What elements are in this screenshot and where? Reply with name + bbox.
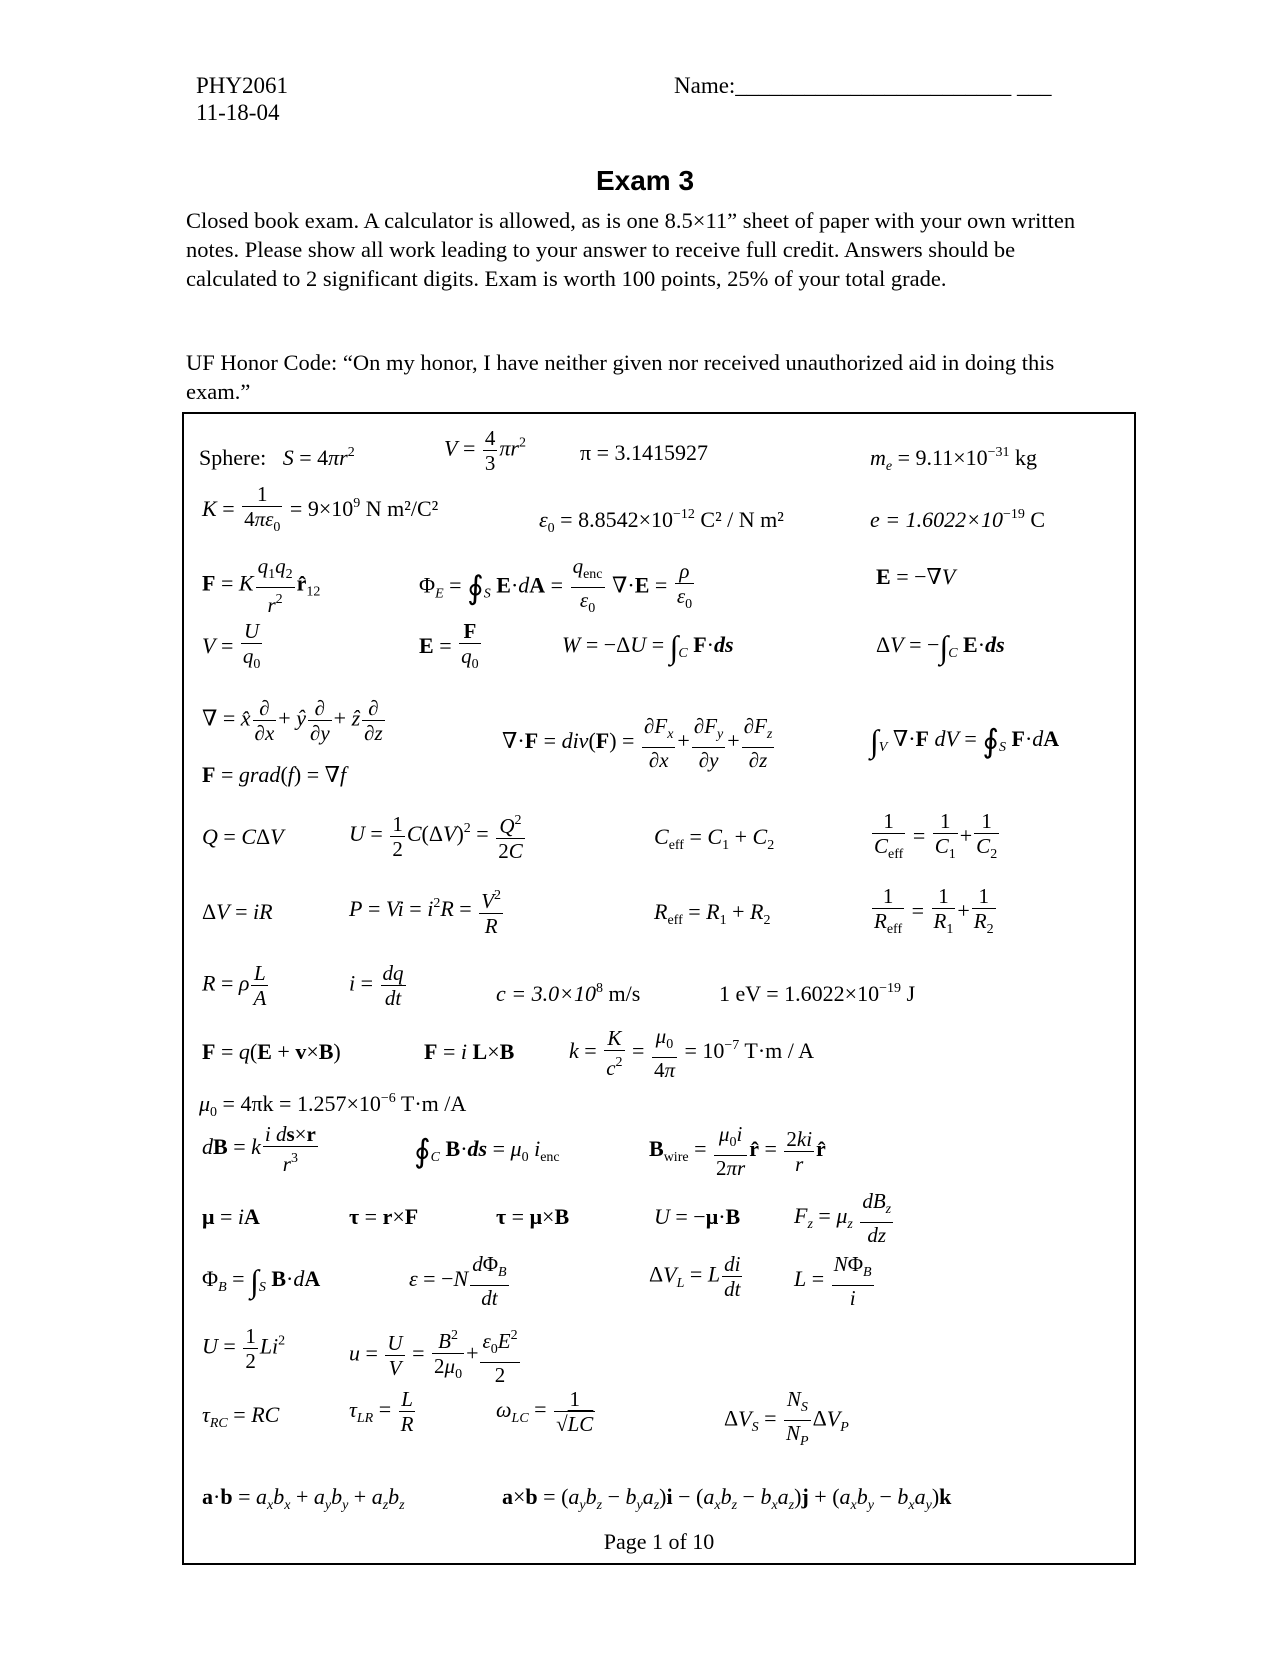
resistors-series: $R_{eff} = R_1 + R_2$ xyxy=(654,899,771,928)
page-title: Exam 3 xyxy=(595,165,695,196)
formula-sheet xyxy=(182,412,1136,1565)
mu-zero: $\mu_0 = 4\pi k = 1.257\times 10^{-6}$ T·m /A xyxy=(199,1091,467,1120)
resistivity: R = ρ $\frac{L}{A}$ xyxy=(202,961,267,1010)
electron-charge: $e = 1.6022\times 10^{-19}$ C xyxy=(870,507,1046,532)
energy-density: u = $\frac{U}{V}$ = $\frac{B^2}{2\mu_0}$ + $\frac{\varepsilon_0E^2}{2}$ xyxy=(349,1324,522,1387)
gradient: F = grad(f) = ∇f xyxy=(202,762,347,787)
exam-date: 11-18-04 xyxy=(196,100,280,125)
ampere-law: $∮_C$ $B\cdot ds = \mu_0$ $i_{enc}$ xyxy=(414,1133,560,1169)
electron-volt: 1 eV = $1.6022\times 10^{-19}$ J xyxy=(719,981,916,1006)
resistors-parallel: $\frac{1}{R_{eff}}$ = $\frac{1}{R_1}$ + $\frac{1}{R_2}$ xyxy=(874,884,994,937)
cross-product: $a\times b = (a_yb_z - b_ya_z)i - (a_xb_z - b_xa_z)j + (a_xb_y - b_xa_y)k$ xyxy=(502,1484,952,1513)
honor-code: UF Honor Code: “On my honor, I have neither given nor received unauthorized aid in doing this exam.” xyxy=(186,350,1055,404)
dipole-torque: τ = μ×B xyxy=(496,1204,570,1229)
dot-product: $a\cdot b = a_xb_x + a_yb_y + a_zb_z$ xyxy=(202,1484,405,1513)
coulomb-constant: K = $\frac{1}{4\pi\varepsilon_0}$ = $9\times 10^9$ N m²/C² xyxy=(202,482,439,535)
lc-frequency: $\omega_{LC}$ = $\frac{1}{√LC}$ xyxy=(496,1387,594,1436)
sphere-volume-formula: V = $\frac{4}{3}$ $\pi r^2$ xyxy=(444,426,526,475)
dipole-force: $F_z = \mu_z$ $\frac{dB_z}{dz}$ xyxy=(794,1189,892,1247)
inductor-voltage: $\Delta V_L = L$ $\frac{di}{dt}$ xyxy=(649,1252,741,1301)
dipole-energy: U = −μ·B xyxy=(654,1204,741,1229)
name-field[interactable]: Name:________________________ ___ xyxy=(674,73,1052,98)
epsilon-zero: $\varepsilon_0 = 8.8542\times 10^{-12}$ C² / N m² xyxy=(539,507,784,536)
gauss-law: $\Phi_E$ = $∮_S$ E·dA = $\frac{q_{enc}}{\varepsilon_0}$ ∇·E = $\frac{\rho}{\varepsilon_0}$ xyxy=(419,554,693,616)
field-gradient: E = −∇V xyxy=(876,564,956,589)
divergence: ∇·F = div(F) = $\frac{\partial F_x}{\partial x}$ + $\frac{\partial F_y}{\partial y}$ + $\frac{\partial F_z}{\partial z}$ xyxy=(502,714,773,772)
capacitors-series: $\frac{1}{C_{eff}}$ = $\frac{1}{C_1}$ + $\frac{1}{C_2}$ xyxy=(874,809,998,862)
capacitor-energy: U = $\frac{1}{2}$ $C(\Delta V)^2$ = $\frac{Q^2}{2C}$ xyxy=(349,809,527,863)
inductance: L = $\frac{N\Phi_B}{i}$ xyxy=(794,1252,872,1310)
work-energy: $W = -\Delta U = \int_C$ F·ds xyxy=(562,629,734,665)
magnetic-flux: $\Phi_B = \int_S$ B·dA xyxy=(202,1263,321,1299)
torque: τ = r×F xyxy=(349,1204,419,1229)
field-definition: E = $\frac{F}{q_0}$ xyxy=(419,619,479,672)
divergence-theorem: $\int_V$ ∇·F dV = $∮_S$ F·dA xyxy=(870,723,1060,759)
transformer: $\Delta V_S$ = $\frac{N_S}{N_P}$ $\Delta V_P$ xyxy=(724,1387,849,1449)
capacitors-parallel: $C_{eff} = C_1 + C_2$ xyxy=(654,824,775,853)
magnetic-constant-k: k = $\frac{K}{c^2}$ = $\frac{\mu_0}{4\pi}$ = $10^{-7}$ T·m / A xyxy=(569,1024,815,1082)
coulomb-law: F = K $\frac{q_1q_2}{r^2}$ $r̂_{12}$ xyxy=(202,554,321,617)
instructions: Closed book exam. A calculator is allowed, as is one 8.5×11” sheet of paper with your own written notes. Please show all work leading to your answer to receive full credit. Answers should be calculated to 2 significant digits. Exam is worth 100 points, 25% of your total grade. xyxy=(186,208,1076,291)
electric-power: $P = Vi = i^2R$ = $\frac{V^2}{R}$ xyxy=(349,884,505,938)
rc-time-constant: $\tau_{RC}$ = RC xyxy=(202,1402,280,1431)
pi-value: π = 3.1415927 xyxy=(580,440,709,465)
del-operator: ∇ = x̂ $\frac{\partial}{\partial x}$ + ŷ $\frac{\partial}{\partial y}$ + ẑ $\frac{\partial}{\partial z}$ xyxy=(202,696,383,745)
magnetic-moment: μ = iA xyxy=(202,1204,260,1229)
page-number: Page 1 of 10 xyxy=(603,1529,715,1554)
lorentz-force: F = q(E + v×B) xyxy=(202,1039,341,1064)
capacitance: Q = CΔV xyxy=(202,824,284,849)
wire-force: F = i L×B xyxy=(424,1039,515,1064)
current-definition: i = $\frac{dq}{dt}$ xyxy=(349,961,404,1010)
biot-savart: dB = k $\frac{\text{i ds×r}}{r^3}$ xyxy=(202,1122,316,1176)
course-code: PHY2061 xyxy=(196,73,289,98)
faraday-law: ε = −N $\frac{d\Phi_B}{dt}$ xyxy=(409,1252,507,1310)
speed-of-light: $c = 3.0\times 10^8$ m/s xyxy=(496,981,641,1006)
lr-time-constant: $\tau_{LR}$ = $\frac{L}{R}$ xyxy=(349,1387,414,1436)
inductor-energy: U = $\frac{1}{2}$ Li$^2$ xyxy=(202,1324,286,1373)
potential-difference: $\Delta V = -\int_C$ E·ds xyxy=(876,629,1005,665)
sphere-label: Sphere: xyxy=(199,445,267,470)
ohms-law: ΔV = iR xyxy=(202,899,273,924)
electron-mass: $m_e = 9.11\times 10^{-31}$ kg xyxy=(870,445,1038,474)
potential-definition: V = $\frac{U}{q_0}$ xyxy=(202,619,261,672)
sphere-formula: Sphere: $S = 4\pi r^2$ xyxy=(199,445,355,470)
wire-field: $B_{wire}$ = $\frac{\mu_0i}{2\pi r}$ r̂ = $\frac{2ki}{r}$ r̂ xyxy=(649,1122,826,1180)
